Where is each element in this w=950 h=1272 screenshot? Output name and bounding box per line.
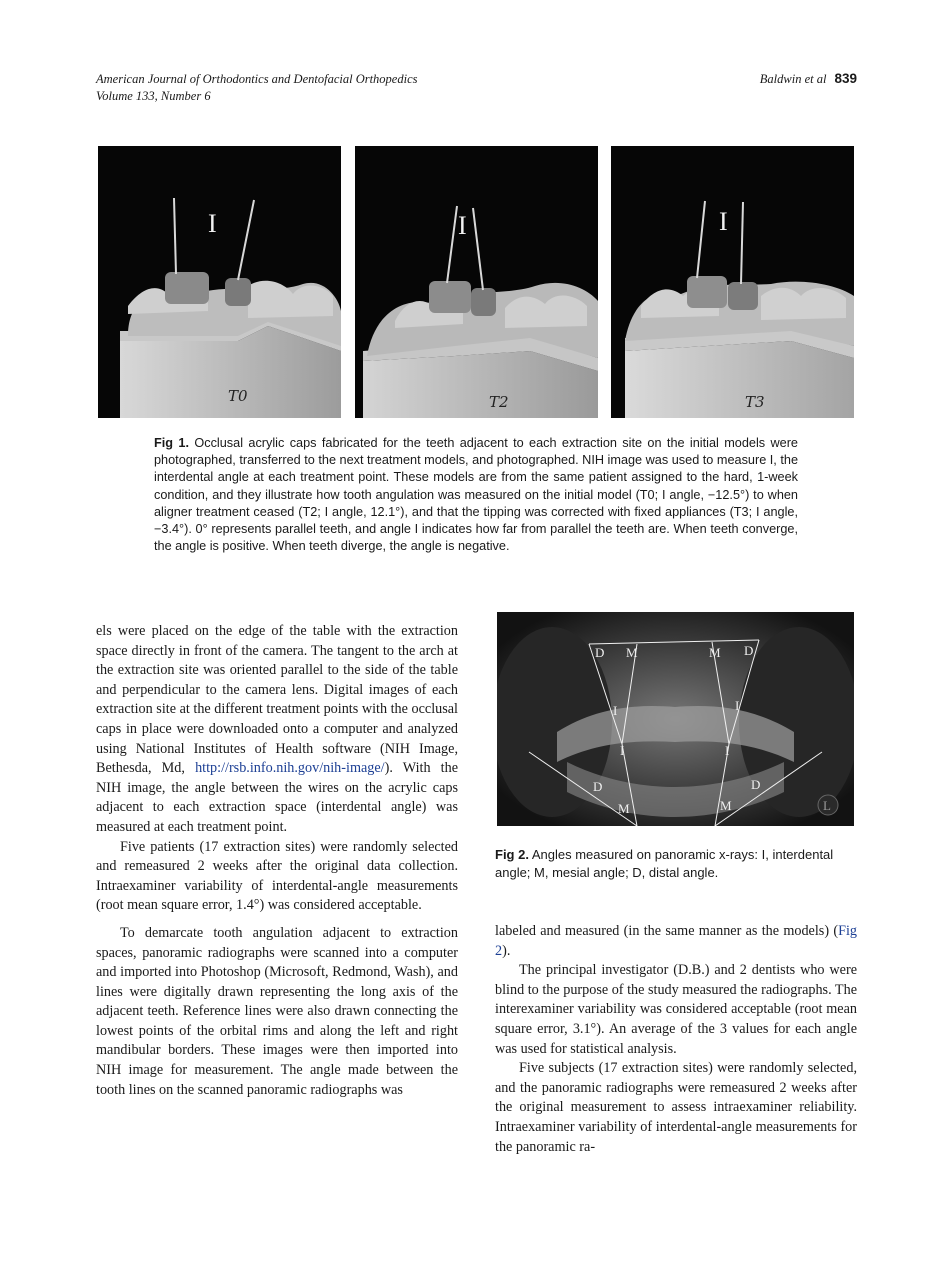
right-paragraph-3: Five subjects (17 extraction sites) were randomly selected, and the panoramic radiographs were remeasured 2 weeks after the original measurement to assess intraexaminer reliability. Intraexaminer variability of interdental-angle measurements for the panoramic ra- — [495, 1060, 857, 1155]
fig2-label-d-upper-left: D — [595, 645, 605, 660]
fig2-label-m-upper-left: M — [626, 645, 638, 660]
fig2-panoramic-xray — [497, 612, 854, 826]
fig2-label-m-upper-right: M — [709, 645, 721, 660]
left-paragraph-3: To demarcate tooth angulation adjacent to extraction spaces, panoramic radiographs were scanned into a computer and imported into Photoshop (Microsoft, Redmond, Wash), and lines were digitally drawn representing the long axis of the adjacent teeth. Reference lines were also drawn connecting the lowest points of the orbital rims and along the left and right mandibular borders. These images were then imported into NIH image for measurement. The angle made between the tooth lines on the scanned panoramic radiographs was — [96, 924, 458, 1098]
journal-volume: Volume 133, Number 6 — [96, 89, 211, 103]
fig1-angle-label-t0: I — [208, 209, 217, 238]
fig2-label-i-lower-left: I — [620, 743, 625, 758]
fig1-caption — [154, 435, 798, 555]
fig1-angle-label-t3: I — [719, 207, 728, 236]
journal-title: American Journal of Orthodontics and Dentofacial Orthopedics — [96, 72, 418, 86]
running-header-page — [760, 71, 857, 87]
nih-image-link[interactable]: http://rsb.info.nih.gov/nih-image/ — [195, 760, 385, 777]
running-authors: Baldwin et al — [759, 72, 827, 86]
fig1-angle-label-t2: I — [458, 211, 467, 240]
fig1-caption-text: Occlusal acrylic caps fabricated for the teeth adjacent to each extraction site on the initial models were photographed, transferred to the next treatment models, and photographed. NIH image was used to measure I, the interdental angle at each treatment point. These models are from the same patient assigned to the hard, 1-week condition, and they illustrate how tooth angulation was measured on the initial model (T0; I angle, −12.5°) to when aligner treatment ceased (T2; I angle, 12.1°), and that the tipping was corrected with fixed appliances (T3; I angle, −3.4°). 0° represents parallel teeth, and angle I indicates how far from parallel the teeth are. When teeth converge, the angle is positive. When teeth diverge, the angle is negative. — [154, 436, 798, 554]
right-paragraph-2: The principal investigator (D.B.) and 2 dentists who were blind to the purpose of the study measured the radiographs. The interexaminer variability was considered acceptable (root mean square error, 3.1°). An average of the 3 values for each angle was used for statistical analysis. — [495, 962, 857, 1057]
page-number: 839 — [834, 71, 857, 86]
fig2-label-i-lower-right: I — [725, 743, 730, 758]
fig2-link[interactable]: Fig 2 — [495, 923, 857, 959]
fig2-label-i-left: I — [613, 703, 618, 718]
fig2-label-m-lower-left: M — [618, 801, 630, 816]
left-paragraph-2: Five patients (17 extraction sites) were randomly selected and remeasured 2 weeks after the original data collection. Intraexaminer variability of interdental-angle measurements (root mean square error, 1.4°) was considered acceptable. — [96, 838, 458, 914]
fig2-label-d-lower-right: D — [751, 777, 761, 792]
right-text-column — [495, 922, 857, 1157]
fig1-model-label-t3: T3 — [745, 393, 765, 411]
fig2-label-d-upper-right: D — [744, 643, 754, 658]
fig1-caption-label: Fig 1. — [154, 436, 189, 450]
fig1-photo-t2 — [355, 146, 598, 418]
left-paragraph-1: els were placed on the edge of the table with the extraction space directly in front of the camera. The tangent to the arch at the extraction site was oriented parallel to the side of the table and perpendicular to the camera lens. Digital images of each extraction site at the different treatment points with the occlusal caps in place were downloaded onto a computer and analyzed using National Institutes of Health software (NIH Image, Bethesda, Md, http://rsb.info.nih.gov/nih-image/). With the NIH image, the angle between the wires on the acrylic caps adjacent to each extraction space (interdental angle) was measured at each treatment point. — [96, 623, 458, 835]
fig2-caption — [495, 846, 857, 881]
fig2-label-m-lower-right: M — [720, 798, 732, 813]
fig2-side-marker: L — [823, 798, 831, 813]
fig1-photo-t0 — [98, 146, 341, 418]
fig1-model-label-t0: T0 — [228, 387, 248, 405]
left-text-column — [96, 622, 458, 1100]
fig2-caption-label: Fig 2. — [495, 847, 529, 862]
fig2-caption-text: Angles measured on panoramic x-rays: I, interdental angle; M, mesial angle; D, distal angle. — [495, 847, 834, 880]
fig2-label-d-lower-left: D — [593, 779, 603, 794]
right-paragraph-1: labeled and measured (in the same manner as the models) (Fig 2). — [495, 923, 857, 959]
fig1-photo-t3 — [611, 146, 854, 418]
fig2-label-i-right: I — [735, 698, 740, 713]
running-header-journal — [96, 71, 418, 105]
fig1-model-label-t2: T2 — [489, 393, 509, 411]
